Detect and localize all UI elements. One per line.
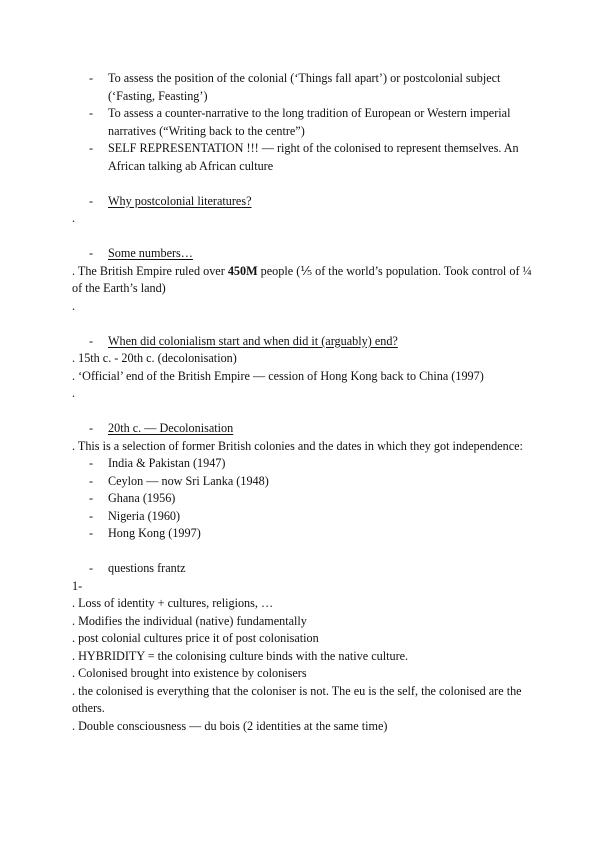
list-item xyxy=(72,473,532,491)
bullet-text: To assess the position of the colonial (‘Things fall apart’) or postcolonial subject (‘Fasting, Feasting’) xyxy=(108,71,501,103)
colony-text: India & Pakistan (1947) xyxy=(108,456,226,470)
empty-dot-line: . xyxy=(72,211,76,225)
heading-text: When did colonialism start and when did it (arguably) end? xyxy=(108,333,398,348)
heading-text: questions frantz xyxy=(108,561,186,575)
colony-text: Nigeria (1960) xyxy=(108,508,181,523)
text-run: people (⅕ of the world’s population. Took control of ¼ of the Earth’s land) xyxy=(72,263,532,295)
bullet-dash: - xyxy=(89,456,94,470)
bullet-dash: - xyxy=(89,473,94,488)
bullet-dash: - xyxy=(89,491,94,505)
bullet-dash: - xyxy=(89,246,94,260)
section-heading-when xyxy=(72,333,532,351)
spacer xyxy=(72,315,532,333)
timeline-line: . 15th c. - 20th c. (decolonisation) xyxy=(72,351,237,365)
spacer xyxy=(72,228,532,246)
spacer xyxy=(72,403,532,421)
note-line: . Colonised brought into existence by colonisers xyxy=(72,666,307,680)
section-heading-decolonisation xyxy=(72,420,532,438)
heading-text: Why postcolonial literatures? xyxy=(108,193,252,208)
spacer xyxy=(72,543,532,561)
empty-dot-line: . xyxy=(72,298,76,313)
heading-text: Some numbers… xyxy=(108,246,193,260)
note-line: . the colonised is everything that the coloniser is not. The eu is the self, the colonised are the others. xyxy=(72,683,522,715)
colony-text: Ghana (1956) xyxy=(108,491,176,505)
empire-population-line xyxy=(72,263,532,298)
note-line: . HYBRIDITY = the colonising culture binds with the native culture. xyxy=(72,648,409,663)
list-item xyxy=(72,508,532,526)
timeline-line: . ‘Official’ end of the British Empire — cession of Hong Kong back to China (1997) xyxy=(72,368,484,383)
note-line: . Modifies the individual (native) fundamentally xyxy=(72,613,307,628)
heading-text: 20th c. — Decolonisation xyxy=(108,421,234,435)
list-item xyxy=(72,70,532,105)
note-line: . post colonial cultures price it of post colonisation xyxy=(72,631,319,645)
bullet-dash: - xyxy=(89,193,94,208)
intro-bullet-list xyxy=(72,70,532,175)
document-page xyxy=(72,70,532,735)
note-line: . Loss of identity + cultures, religions, … xyxy=(72,596,274,610)
bold-figure: 450M xyxy=(227,263,258,278)
list-item xyxy=(72,140,532,175)
list-item xyxy=(72,105,532,140)
note-line: . Double consciousness — du bois (2 identities at the same time) xyxy=(72,718,388,733)
list-item xyxy=(72,490,532,508)
bullet-dash: - xyxy=(89,106,94,120)
empty-dot-line: . xyxy=(72,386,76,400)
list-item xyxy=(72,525,532,543)
section-heading-numbers xyxy=(72,245,532,263)
spacer xyxy=(72,175,532,193)
bullet-dash: - xyxy=(89,561,94,575)
list-item xyxy=(72,455,532,473)
bullet-dash: - xyxy=(89,421,94,435)
section-heading-frantz xyxy=(72,560,532,578)
bullet-text: To assess a counter-narrative to the long tradition of European or Western imperial narratives (“Writing back to the centre”) xyxy=(108,106,511,138)
bullet-dash: - xyxy=(89,141,94,155)
bullet-dash: - xyxy=(89,508,94,523)
text-run: . The British Empire ruled over xyxy=(72,263,228,278)
colony-text: Ceylon — now Sri Lanka (1948) xyxy=(108,473,269,488)
bullet-dash: - xyxy=(89,526,94,540)
colonies-list xyxy=(72,455,532,543)
bullet-dash: - xyxy=(89,333,94,348)
bullet-text: SELF REPRESENTATION !!! — right of the colonised to represent themselves. An African talking ab African culture xyxy=(108,141,519,173)
section-heading-why xyxy=(72,193,532,211)
question-number: 1- xyxy=(72,578,83,593)
decolonisation-intro: . This is a selection of former British colonies and the dates in which they got independence: xyxy=(72,438,523,453)
bullet-dash: - xyxy=(89,71,94,85)
colony-text: Hong Kong (1997) xyxy=(108,526,201,540)
